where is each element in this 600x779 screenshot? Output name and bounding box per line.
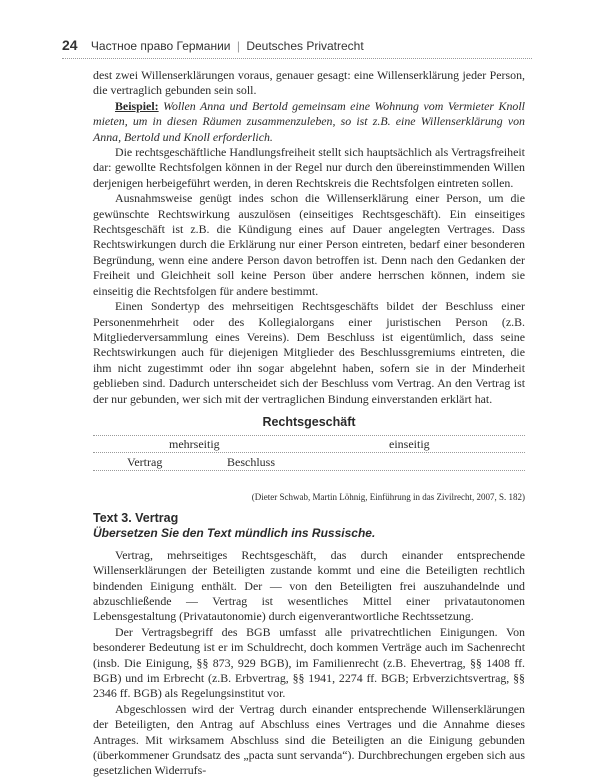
dotted-divider xyxy=(93,470,525,471)
example-label: Beispiel: xyxy=(115,98,159,113)
paragraph: Die rechtsgeschäftliche Handlungsfreiheit stellt sich hauptsächlich als Vertragsfreiheit dar: gewollte Rechtsfolgen können in der Regel nur durch den übereinstimmenden Willen derjenigen herbeigeführt werden, in deren Rechtskreis die Rechtsfolgen eintreten sollen. xyxy=(93,145,525,190)
diagram-label-resolution: Beschluss xyxy=(227,454,275,469)
diagram-label-multilateral: mehrseitig xyxy=(169,436,220,451)
paragraph: dest zwei Willenserklärungen voraus, genauer gesagt: eine Willenserklärung jeder Person, die vertraglich gebunden sein soll. xyxy=(93,68,525,98)
diagram-label-contract: Vertrag xyxy=(127,454,163,469)
paragraph: Vertrag, mehrseitiges Rechtsgeschäft, das durch einander entsprechende Willenserklärungen der Beteiligten zustande kommt und eine die Beteiligten rechtlich bindenden Einigung enthält. Der — von den Beteiligten frei auszuhandelnde und abzuschließende — Vertrag ist wesentliches Mittel einer privatautonomen Lebensgestaltung (Privatautonomie) durch eigenverantwortliche Rechtssetzung. xyxy=(93,547,525,624)
header-divider xyxy=(62,58,532,59)
example-paragraph xyxy=(93,99,525,145)
diagram-label-unilateral: einseitig xyxy=(389,436,430,451)
header-separator: | xyxy=(236,39,240,53)
task-instruction: Übersetzen Sie den Text mündlich ins Russische. xyxy=(93,526,376,541)
header-title-ru: Частное право Германии xyxy=(90,39,231,53)
section-heading: Text 3. Vertrag xyxy=(93,510,179,525)
paragraph: Abgeschlossen wird der Vertrag durch einander entsprechende Willenserklärungen der Beteiligten, den Antrag auf Abschluss eines Vertrages und die Annahme dieses Antrages. Mit wirksamem Abschluss sind die Beteiligten an die Einigung gebunden (überkommener Grundsatz des „pacta sunt servanda“). Durchbrechungen ergeben sich aus gesetzlichen Widerrufs- xyxy=(93,701,525,778)
paragraph: Ausnahmsweise genügt indes schon die Willenserklärung einer Person, um die gewünschte Rechtswirkung auszulösen (einseitiges Rechtsgeschäft). Ein einseitiges Rechtsgeschäft ist z.B. die Kündigung eines auf Dauer angelegten Vertrages. Dass Rechtswirkungen durch die Erklärung nur einer Person eintreten, bedarf einer besonderen Begründung, wenn eine andere Person davon betroffen ist. Denn nach den Gedanken der Freiheit und Gleichheit soll keine Person über andere herrschen können, indem sie einseitig die Rechtsfolgen für andere bestimmt. xyxy=(93,191,525,298)
header-title-de: Deutsches Privatrecht xyxy=(246,39,364,53)
example-text: Wollen Anna und Bertold gemeinsam eine Wohnung vom Vermieter Knoll mieten, um in diesen Räumen zusammenzuleben, so ist z.B. eine Willenserklärung von Anna, Bertold und Knoll erforderlich. xyxy=(93,98,525,144)
paragraph: Einen Sondertyp des mehrseitigen Rechtsgeschäfts bildet der Beschluss einer Personenmehrheit oder des Kollegialorgans einer juristischen Person (z.B. Mitgliederversammlung eines Vereins). Dem Beschluss ist eigentümlich, dass seine Rechtswirkungen auch für diejenigen Mitglieder des Beschlussgremiums eintreten, die ihm nicht zugestimmt oder ihn sogar abgelehnt haben, sofern sie in der Minderheit geblieben sind. Dadurch unterscheidet sich der Beschluss vom Vertrag. An den Vertrag ist der nur gebunden, wer sich mit der vertraglichen Bindung einverstanden erklärt hat. xyxy=(93,299,525,406)
dotted-divider xyxy=(93,435,525,436)
source-citation: (Dieter Schwab, Martin Löhnig, Einführung in das Zivilrecht, 2007, S. 182) xyxy=(251,491,525,502)
legal-act-diagram xyxy=(93,415,525,489)
page-number: 24 xyxy=(62,37,78,53)
diagram-title: Rechtsgeschäft xyxy=(262,414,356,429)
running-header xyxy=(62,37,532,53)
dotted-divider xyxy=(93,452,525,453)
main-text xyxy=(93,68,525,779)
paragraph: Der Vertragsbegriff des BGB umfasst alle privatrechtlichen Einigungen. Von besonderer Bedeutung ist er im Schuldrecht, doch kommen Verträge auch im Sachenrecht (insb. Die Einigung, §§ 873, 929 BGB), im Familienrecht (z.B. Ehevertrag, §§ 1408 ff. BGB) und im Erbrecht (z.B. Erbvertrag, §§ 1941, 2274 ff. BGB; Erbverzichtsvertrag, §§ 2346 ff. BGB) als Regelungsinstitut vor. xyxy=(93,624,525,701)
